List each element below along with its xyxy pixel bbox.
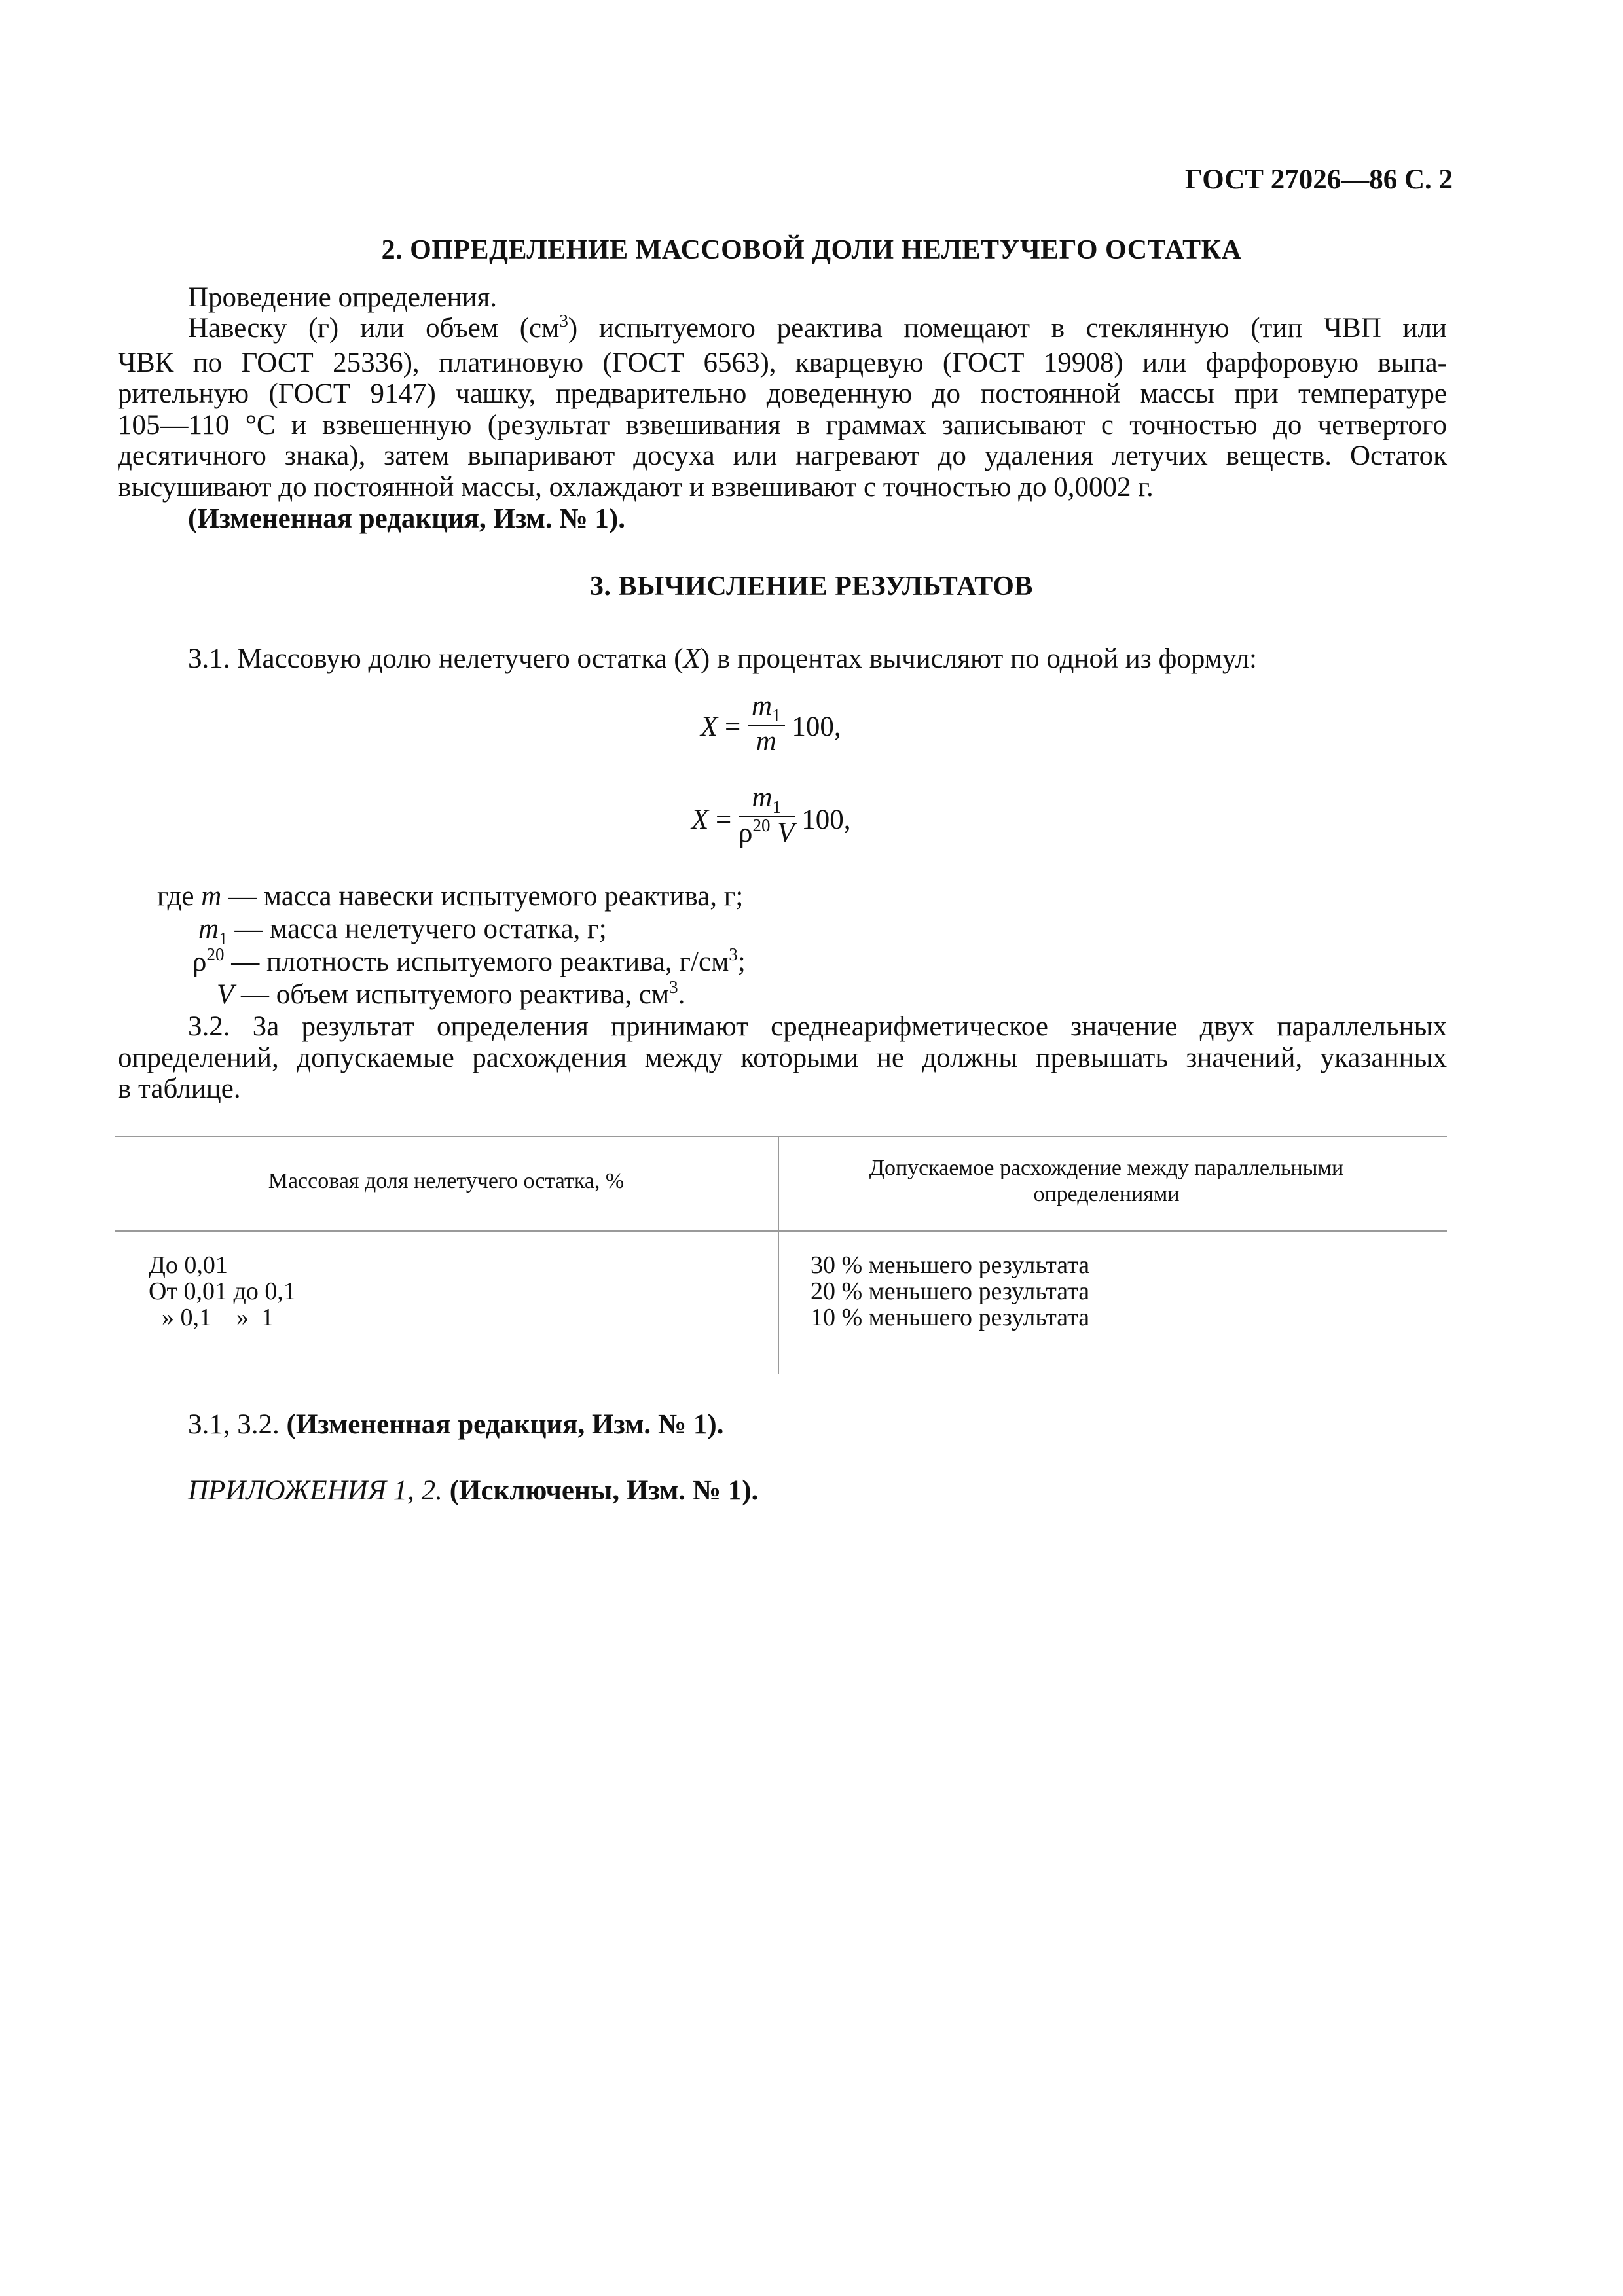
section-2-intro: Проведение определения. <box>188 282 498 313</box>
table-top-rule <box>115 1136 1447 1137</box>
table-header-col1: Массовая доля нелетучего остатка, % <box>268 1169 625 1193</box>
table-header-col2: Допускаемое расхождение между параллельными определениями <box>869 1156 1344 1206</box>
table-cell-range: До 0,01 <box>149 1251 228 1279</box>
where-line-m: где m — масса навески испытуемого реактива, г; <box>157 881 744 912</box>
clause-3-amendment: 3.1, 3.2. (Измененная редакция, Изм. № 1). <box>188 1409 724 1440</box>
paragraph-line: Навеску (г) или объем $(см^3)$ испытуемого реактива помещают в стеклянную (тип ЧВП или <box>188 311 1447 344</box>
section-2-amendment: (Измененная редакция, Изм. № 1). <box>188 503 625 534</box>
clause-3-1: 3.1. Массовую долю нелетучего остатка (X) в процентах вычисляют по одной из формул: <box>188 643 1257 674</box>
where-line-v: V — объем испытуемого реактива, $см^3$. <box>217 977 685 1010</box>
formula-1: X = $\frac{m_1}{m}$ 100, <box>701 691 841 757</box>
paragraph-line: ЧВК по ГОСТ 25336), платиновую (ГОСТ 6563), кварцевую (ГОСТ 19908) или фарфоровую выпа- <box>118 347 1447 378</box>
clause-3-2 <box>118 1011 1447 1105</box>
table-cell-tolerance: 20 % меньшего результата <box>811 1278 1090 1305</box>
where-line-rho: $\rho^{20}$ — плотность испытуемого реактива, $г/см^3$; <box>192 944 746 977</box>
paragraph-line: в таблице. <box>118 1073 241 1104</box>
formula-2: X = $\frac{m_1}{\rho^{20} V}$ 100, <box>691 782 851 848</box>
paragraph-line: определений, допускаемые расхождения между которыми не должны превышать значений, указанных <box>118 1042 1447 1073</box>
section-3-title: 3. ВЫЧИСЛЕНИЕ РЕЗУЛЬТАТОВ <box>590 571 1033 601</box>
paragraph-line: 105—110 °С и взвешенную (результат взвешивания в граммах записывают с точностью до четвертого <box>118 409 1447 440</box>
paragraph-line: высушивают до постоянной массы, охлаждают и взвешивают с точностью до 0,0002 г. <box>118 471 1154 503</box>
table-cell-range: От 0,01 до 0,1 <box>149 1278 296 1305</box>
document-header-ref: ГОСТ 27026—86 С. 2 <box>1184 164 1453 195</box>
table-header-rule <box>115 1230 1447 1232</box>
section-2-title: 2. ОПРЕДЕЛЕНИЕ МАССОВОЙ ДОЛИ НЕЛЕТУЧЕГО ОСТАТКА <box>381 235 1242 265</box>
table-cell-tolerance: 30 % меньшего результата <box>811 1251 1090 1279</box>
paragraph-line: рительную (ГОСТ 9147) чашку, предварительно доведенную до постоянной массы при температуре <box>118 378 1447 409</box>
section-2-paragraph <box>118 313 1447 503</box>
table-cell-tolerance: 10 % меньшего результата <box>811 1304 1090 1331</box>
table-column-divider <box>778 1136 779 1374</box>
where-line-m1: $m_1$ — масса нелетучего остатка, г; <box>198 914 607 948</box>
appendix-note: ПРИЛОЖЕНИЯ 1, 2. (Исключены, Изм. № 1). <box>188 1475 759 1506</box>
paragraph-line: десятичного знака), затем выпаривают досуха или нагревают до удаления летучих веществ. Остаток <box>118 440 1447 471</box>
paragraph-line: 3.2. За результат определения принимают среднеарифметическое значение двух параллельных <box>188 1011 1447 1042</box>
table-cell-range: » 0,1 » 1 <box>162 1304 274 1331</box>
